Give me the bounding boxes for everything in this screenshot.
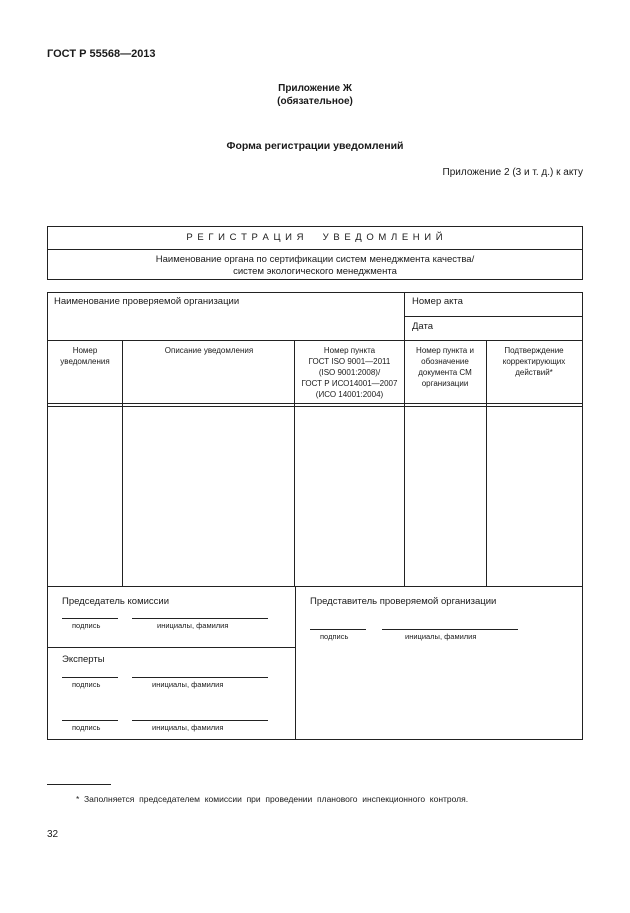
date-label: Дата <box>412 321 434 332</box>
organization-name-label: Наименование проверяемой организации <box>54 296 240 307</box>
appendix-title: Приложение Ж <box>278 83 352 94</box>
representative-signature-caption: подпись <box>320 632 349 641</box>
registration-box <box>47 226 583 280</box>
certification-body-line-2: систем экологического менеджмента <box>233 266 397 277</box>
appendix-reference-note: Приложение 2 (3 и т. д.) к акту <box>442 167 583 178</box>
experts-label: Эксперты <box>62 654 105 665</box>
column-header-notification-number: Номер уведомления <box>60 346 110 366</box>
org-representative-label: Представитель проверяемой организации <box>310 596 497 607</box>
act-number-label: Номер акта <box>412 296 463 307</box>
document-code: ГОСТ Р 55568—2013 <box>47 48 156 60</box>
column-header-description: Описание уведомления <box>164 346 254 355</box>
form-title: Форма регистрации уведомлений <box>226 140 404 152</box>
expert-1-signature-caption: подпись <box>72 680 101 689</box>
column-header-org-document: Номер пункта и обозначение документа СМ организации <box>416 346 474 388</box>
footnote-separator <box>47 784 111 785</box>
column-header-corrective-confirmation: Подтверждение корректирующих действий* <box>502 346 566 377</box>
representative-name-caption: инициалы, фамилия <box>405 632 477 641</box>
chairman-signature-caption: подпись <box>72 621 101 630</box>
registration-title: Р Е Г И С Т Р А Ц И Я У В Е Д О М Л Е Н И Й <box>48 227 582 250</box>
appendix-status: (обязательное) <box>277 96 353 107</box>
chairman-name-caption: инициалы, фамилия <box>157 621 229 630</box>
column-header-standard-clause: Номер пункта ГОСТ ISO 9001—2011 (ISO 9001:2008)/ ГОСТ Р ИСО14001—2007 (ИСО 14001:2004) <box>301 346 398 399</box>
expert-1-name-caption: инициалы, фамилия <box>152 680 224 689</box>
expert-2-signature-caption: подпись <box>72 723 101 732</box>
notification-register-table <box>47 292 583 740</box>
page-number: 32 <box>47 829 59 840</box>
footnote: * Заполняется председателем комиссии при проведении планового инспекционного контроля. <box>76 794 469 804</box>
certification-body-line-1: Наименование органа по сертификации систем менеджмента качества/ <box>155 254 475 265</box>
chairman-label: Председатель комиссии <box>62 596 170 607</box>
expert-2-name-caption: инициалы, фамилия <box>152 723 224 732</box>
